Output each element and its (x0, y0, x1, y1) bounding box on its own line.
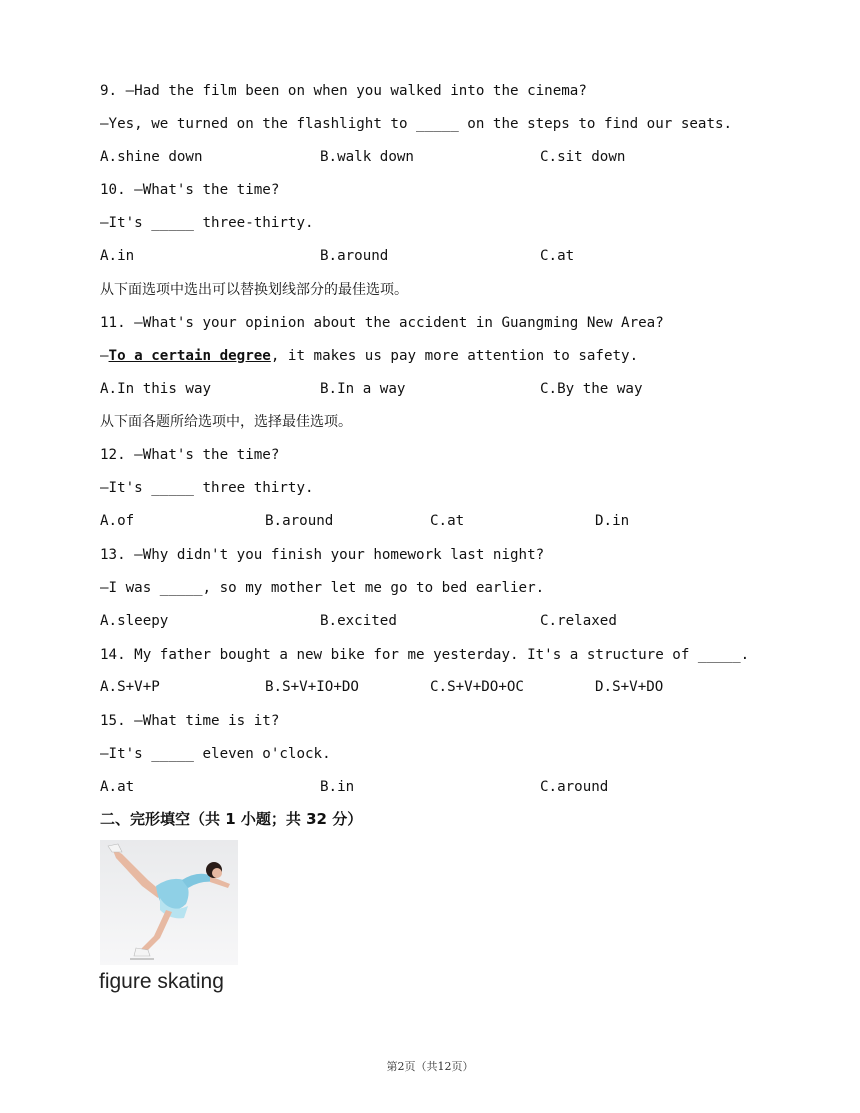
q13-option-b: B.excited (320, 613, 397, 629)
q14-option-d: D.S+V+DO (595, 679, 664, 695)
q13-option-c: C.relaxed (540, 613, 617, 629)
photo-caption: figure skating (99, 970, 224, 993)
q10-option-c: C.at (540, 248, 575, 264)
q13-option-a: A.sleepy (100, 613, 169, 629)
q10-option-a: A.in (100, 248, 135, 264)
q15-option-c: C.around (540, 779, 609, 795)
q10-stem: 10. —What's the time? (100, 182, 280, 198)
q9-stem: 9. —Had the film been on when you walked into the cinema? (100, 83, 587, 99)
q11-option-c: C.By the way (540, 381, 643, 397)
q14-stem: 14. My father bought a new bike for me yesterday. It's a structure of _____. (100, 647, 750, 663)
q12-option-c: C.at (430, 513, 465, 529)
q13-reply: —I was _____, so my mother let me go to bed earlier. (100, 580, 545, 596)
figure-skating-photo (100, 840, 238, 965)
q12-option-d: D.in (595, 513, 630, 529)
q11-underlined-phrase: To a certain degree (108, 348, 271, 364)
q15-option-a: A.at (100, 779, 135, 795)
q11-option-a: A.In this way (100, 381, 212, 397)
q10-option-b: B.around (320, 248, 389, 264)
q11-option-b: B.In a way (320, 381, 406, 397)
instruction-choose: 从下面各题所给选项中，选择最佳选项。 (100, 414, 352, 430)
page-footer: 第2页（共12页） (386, 1060, 474, 1073)
q12-option-a: A.of (100, 513, 135, 529)
q13-stem: 13. —Why didn't you finish your homework last night? (100, 547, 545, 563)
q11-stem: 11. —What's your opinion about the accident in Guangming New Area? (100, 315, 664, 331)
q15-option-b: B.in (320, 779, 355, 795)
q11-reply-dash: — (100, 348, 109, 364)
section-heading: 二、完形填空（共 1 小题；共 32 分） (100, 810, 363, 828)
q12-stem: 12. —What's the time? (100, 447, 280, 463)
instruction-replace: 从下面选项中选出可以替换划线部分的最佳选项。 (100, 282, 408, 298)
q14-option-b: B.S+V+IO+DO (265, 679, 359, 695)
q12-option-b: B.around (265, 513, 334, 529)
q14-option-a: A.S+V+P (100, 679, 160, 695)
q9-option-a: A.shine down (100, 149, 203, 165)
q15-stem: 15. —What time is it? (100, 713, 280, 729)
q14-option-c: C.S+V+DO+OC (430, 679, 524, 695)
q12-reply: —It's _____ three thirty. (100, 480, 314, 496)
q15-reply: —It's _____ eleven o'clock. (100, 746, 331, 762)
q10-reply: —It's _____ three-thirty. (100, 215, 314, 231)
q9-reply: —Yes, we turned on the flashlight to _____ on the steps to find our seats. (100, 116, 733, 132)
q11-reply-rest: , it makes us pay more attention to safety. (270, 348, 639, 364)
q9-option-c: C.sit down (540, 149, 626, 165)
q9-option-b: B.walk down (320, 149, 414, 165)
q11-reply (100, 347, 638, 365)
